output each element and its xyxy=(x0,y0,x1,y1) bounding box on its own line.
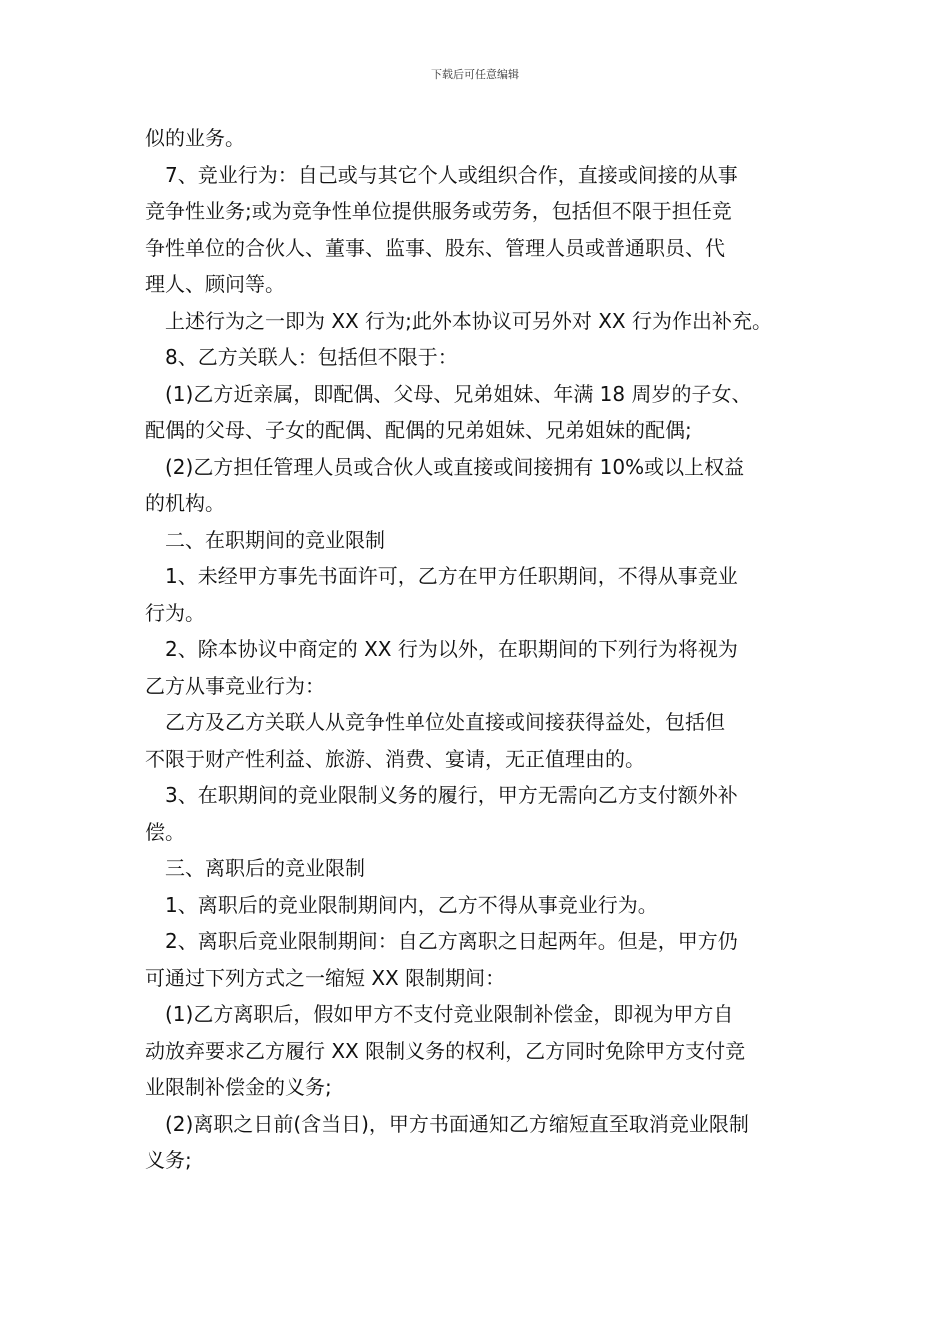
text-line: 理人、顾问等。 xyxy=(145,272,285,296)
text-line: 2、除本协议中商定的 XX 行为以外，在职期间的下列行为将视为 xyxy=(145,637,738,661)
text-line: 2、离职后竞业限制期间：自乙方离职之日起两年。但是，甲方仍 xyxy=(145,929,738,953)
text-line: 争性单位的合伙人、董事、监事、股东、管理人员或普通职员、代 xyxy=(145,235,725,260)
text-line: 似的业务。 xyxy=(145,126,245,150)
text-line: 业限制补偿金的义务; xyxy=(145,1075,332,1099)
text-line: 上述行为之一即为 XX 行为;此外本协议可另外对 XX 行为作出补充。 xyxy=(145,308,772,333)
text-line: 7、竞业行为：自己或与其它个人或组织合作，直接或间接的从事 xyxy=(145,162,738,187)
text-line: 1、未经甲方事先书面许可，乙方在甲方任职期间，不得从事竞业 xyxy=(145,564,738,588)
text-line: 竞争性业务;或为竞争性单位提供服务或劳务，包括但不限于担任竞 xyxy=(145,199,732,223)
document-body xyxy=(145,120,815,1179)
text-line: 1、离职后的竞业限制期间内，乙方不得从事竞业行为。 xyxy=(145,892,658,917)
text-line: (2)乙方担任管理人员或合伙人或直接或间接拥有 10%或以上权益 xyxy=(145,454,745,479)
text-line: 3、在职期间的竞业限制义务的履行，甲方无需向乙方支付额外补 xyxy=(145,783,738,807)
text-line: 行为。 xyxy=(145,600,205,625)
text-line: (2)离职之日前(含当日)，甲方书面通知乙方缩短直至取消竞业限制 xyxy=(145,1111,749,1136)
text-line: 的机构。 xyxy=(145,491,225,515)
text-line: 动放弃要求乙方履行 XX 限制义务的权利，乙方同时免除甲方支付竞 xyxy=(145,1038,746,1063)
text-line: 可通过下列方式之一缩短 XX 限制期间： xyxy=(145,965,506,990)
text-line: 义务; xyxy=(145,1148,192,1172)
text-line: 乙方及乙方关联人从竞争性单位处直接或间接获得益处，包括但 xyxy=(145,710,725,734)
text-line: 乙方从事竞业行为： xyxy=(145,673,325,698)
text-line: 8、乙方关联人：包括但不限于： xyxy=(145,345,458,369)
text-line: (1)乙方近亲属，即配偶、父母、兄弟姐妹、年满 18 周岁的子女、 xyxy=(145,381,752,406)
text-line: 不限于财产性利益、旅游、消费、宴请，无正值理由的。 xyxy=(145,746,645,771)
text-line: 三、离职后的竞业限制 xyxy=(145,856,365,880)
text-line: 二、在职期间的竞业限制 xyxy=(145,527,385,552)
text-line: 偿。 xyxy=(145,819,185,844)
text-line: (1)乙方离职后，假如甲方不支付竞业限制补偿金，即视为甲方自 xyxy=(145,1002,734,1026)
text-line: 配偶的父母、子女的配偶、配偶的兄弟姐妹、兄弟姐妹的配偶; xyxy=(145,418,692,442)
page-header: 下载后可任意编辑 xyxy=(431,68,519,81)
